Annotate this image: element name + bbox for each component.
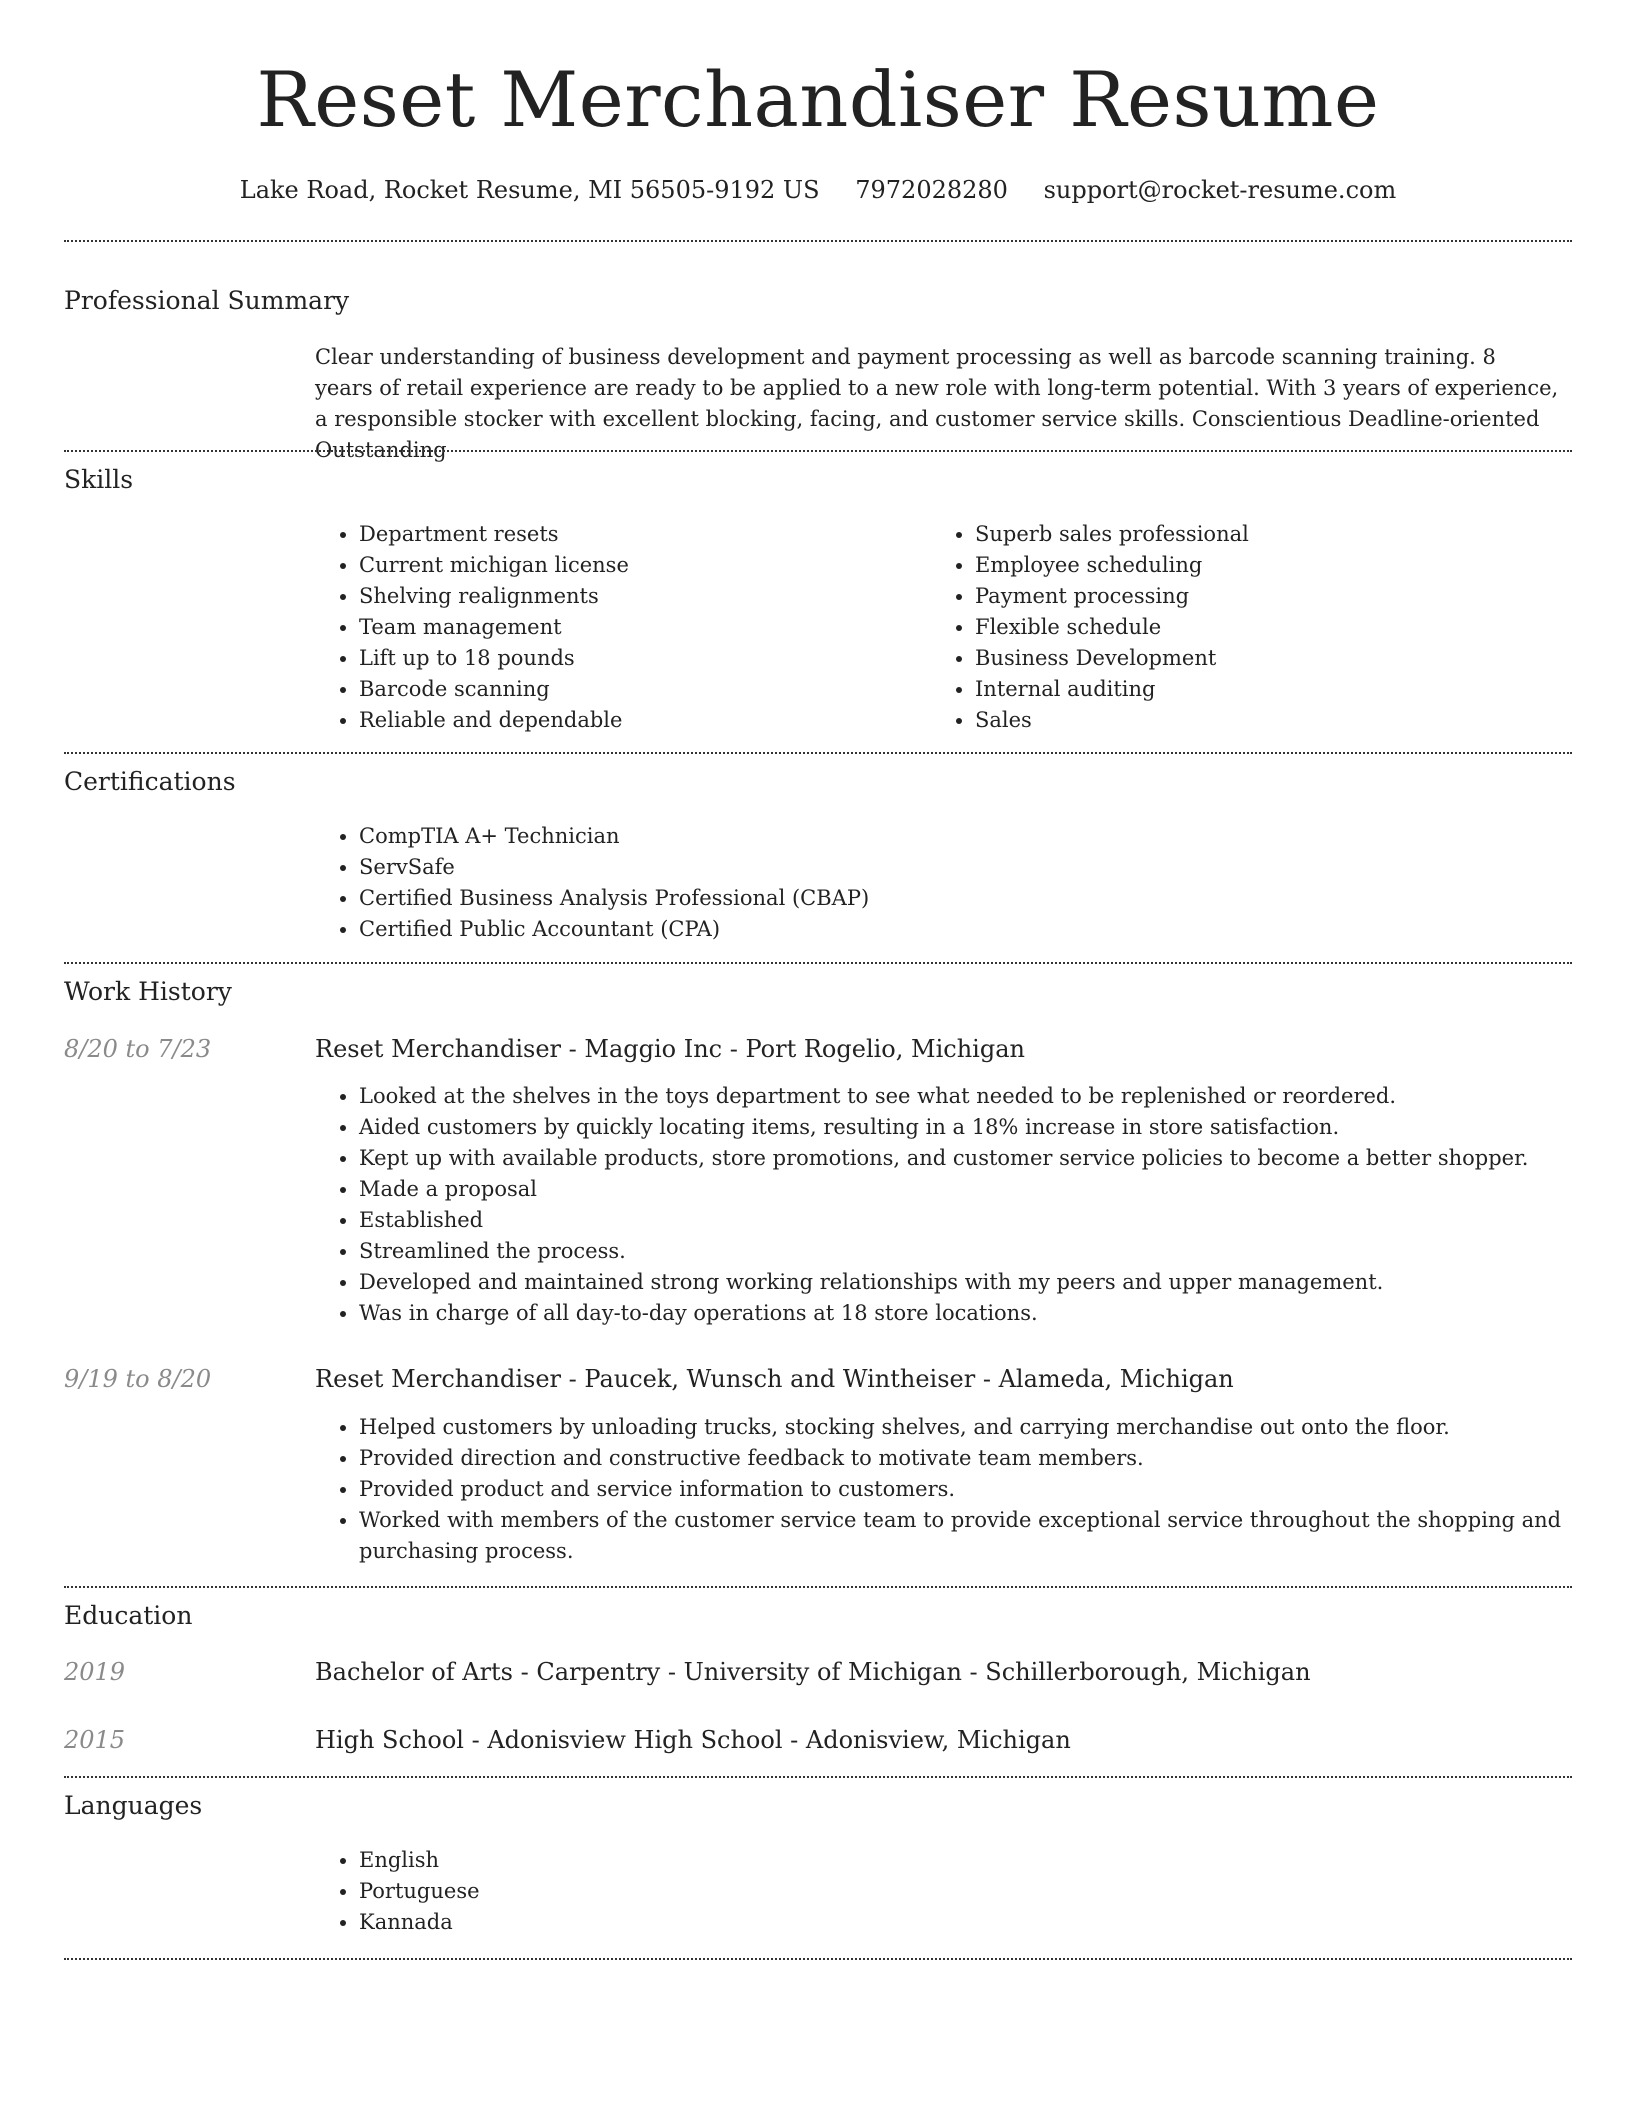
job-bullets (315, 1081, 1572, 1329)
section-divider (64, 450, 1572, 452)
job-dates: 8/20 to 7/23 (64, 1035, 212, 1063)
job-bullet: • Provided direction and constructive feedback to motivate team members. (359, 1443, 1572, 1474)
section-title-skills: Skills (64, 465, 134, 494)
summary-text: Clear understanding of business development and payment processing as well as barcode scanning training. 8 years of retail experience are ready to be applied to a new role with long-term potential. With 3 years of experience, a responsible stocker with excellent blocking, facing, and customer service skills. Conscientious Deadline-oriented Outstanding (315, 345, 1559, 462)
education-entry: Bachelor of Arts - Carpentry - University of Michigan - Schillerborough, Michigan (315, 1658, 1311, 1686)
section-divider (64, 240, 1572, 242)
summary-section (315, 342, 1572, 466)
job-bullet: • Was in charge of all day-to-day operations at 18 store locations. (359, 1298, 1572, 1329)
skill-item: • Reliable and dependable (359, 705, 931, 736)
job-bullet: • Streamlined the process. (359, 1236, 1572, 1267)
job-bullet: • Made a proposal (359, 1174, 1572, 1205)
job-bullet: • Established (359, 1205, 1572, 1236)
contact-address: Lake Road, Rocket Resume, MI 56505-9192 US (239, 176, 820, 204)
skill-item: • Flexible schedule (975, 612, 1547, 643)
skills-section (315, 519, 1572, 736)
section-title-education: Education (64, 1601, 193, 1630)
section-divider (64, 1586, 1572, 1588)
job-bullet: • Kept up with available products, store promotions, and customer service policies to become a better shopper. (359, 1143, 1572, 1174)
resume-title: Reset Merchandiser Resume (256, 55, 1380, 144)
section-divider (64, 962, 1572, 964)
section-divider (64, 1776, 1572, 1778)
job-heading: Reset Merchandiser - Maggio Inc - Port Rogelio, Michigan (315, 1035, 1025, 1063)
job-heading: Reset Merchandiser - Paucek, Wunsch and Wintheiser - Alameda, Michigan (315, 1365, 1234, 1393)
job-bullet: • Developed and maintained strong working relationships with my peers and upper management. (359, 1267, 1572, 1298)
skill-item: • Shelving realignments (359, 581, 931, 612)
job-bullet: • Aided customers by quickly locating items, resulting in a 18% increase in store satisfaction. (359, 1112, 1572, 1143)
languages-section (315, 1845, 1572, 1938)
certification-item: • ServSafe (359, 852, 1572, 883)
job-bullets (315, 1412, 1572, 1567)
certification-item: • Certified Business Analysis Professional (CBAP) (359, 883, 1572, 914)
skill-item: • Department resets (359, 519, 931, 550)
contact-email: support@rocket-resume.com (1043, 176, 1397, 204)
section-divider (64, 1958, 1572, 1960)
job-dates: 9/19 to 8/20 (64, 1365, 212, 1393)
section-title-certifications: Certifications (64, 767, 236, 796)
skill-item: • Superb sales professional (975, 519, 1547, 550)
contact-line (64, 170, 1572, 210)
skill-item: • Employee scheduling (975, 550, 1547, 581)
education-year: 2015 (64, 1726, 126, 1754)
language-item: • English (359, 1845, 1572, 1876)
language-item: • Portuguese (359, 1876, 1572, 1907)
section-title-work-history: Work History (64, 977, 232, 1006)
skill-item: • Barcode scanning (359, 674, 931, 705)
job-bullet: • Provided product and service information to customers. (359, 1474, 1572, 1505)
job-bullet: • Helped customers by unloading trucks, stocking shelves, and carrying merchandise out onto the floor. (359, 1412, 1572, 1443)
contact-phone: 7972028280 (855, 176, 1008, 204)
skill-item: • Business Development (975, 643, 1547, 674)
job-bullet: • Looked at the shelves in the toys department to see what needed to be replenished or reordered. (359, 1081, 1572, 1112)
skills-column-right (931, 519, 1547, 736)
skill-item: • Current michigan license (359, 550, 931, 581)
education-entry: High School - Adonisview High School - Adonisview, Michigan (315, 1726, 1071, 1754)
language-item: • Kannada (359, 1907, 1572, 1938)
certification-item: • Certified Public Accountant (CPA) (359, 914, 1572, 945)
skill-item: • Sales (975, 705, 1547, 736)
skill-item: • Team management (359, 612, 931, 643)
skills-column-left (315, 519, 931, 736)
education-year: 2019 (64, 1658, 126, 1686)
skill-item: • Payment processing (975, 581, 1547, 612)
section-divider (64, 752, 1572, 754)
job-bullet: • Worked with members of the customer service team to provide exceptional service throughout the shopping and purchasing process. (359, 1505, 1572, 1567)
section-title-languages: Languages (64, 1791, 203, 1820)
certifications-section (315, 821, 1572, 945)
certification-item: • CompTIA A+ Technician (359, 821, 1572, 852)
section-title-summary: Professional Summary (64, 286, 350, 315)
skill-item: • Internal auditing (975, 674, 1547, 705)
skill-item: • Lift up to 18 pounds (359, 643, 931, 674)
